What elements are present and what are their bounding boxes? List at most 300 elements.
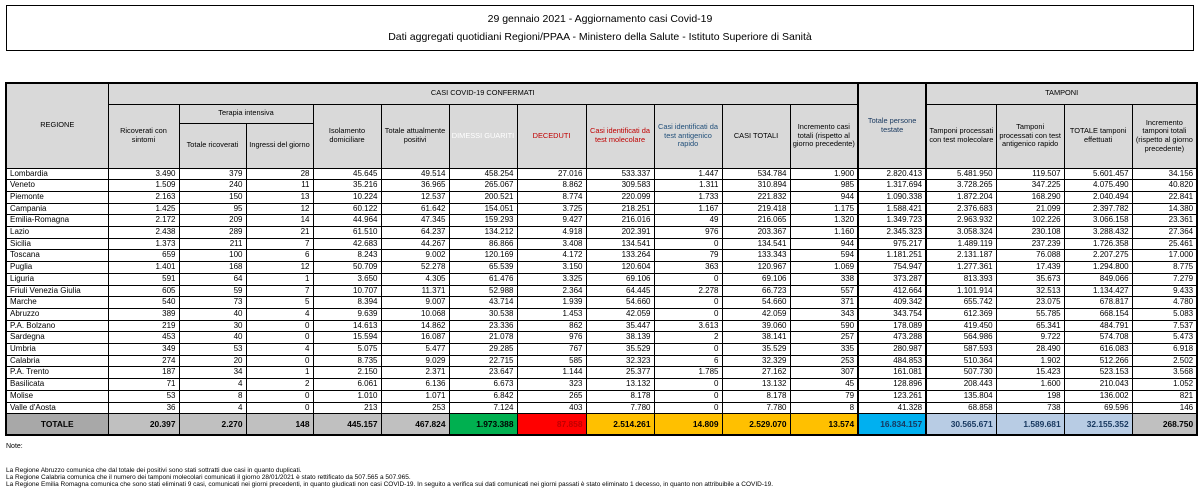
value-cell: 371 (790, 297, 858, 309)
region-cell: Liguria (6, 273, 108, 285)
value-cell: 12.537 (381, 191, 449, 203)
table-row (6, 332, 1197, 344)
value-cell: 574.708 (1064, 332, 1132, 344)
value-cell: 187 (108, 367, 179, 379)
value-cell: 73 (179, 297, 246, 309)
value-cell: 30.565.671 (926, 414, 996, 436)
value-cell: 40.820 (1132, 180, 1197, 192)
value-cell: 133.264 (586, 250, 654, 262)
value-cell: 0 (654, 238, 722, 250)
value-cell: 6.673 (449, 379, 517, 391)
value-cell: 35.529 (586, 344, 654, 356)
value-cell: 2.376.683 (926, 203, 996, 215)
value-cell: 738 (996, 402, 1064, 414)
table-row (6, 180, 1197, 192)
value-cell: 69.106 (586, 273, 654, 285)
value-cell: 1.939 (517, 297, 586, 309)
value-cell: 150 (179, 191, 246, 203)
table-body (6, 168, 1197, 435)
value-cell: 2.820.413 (858, 168, 926, 180)
value-cell: 309.583 (586, 180, 654, 192)
value-cell: 655.742 (926, 297, 996, 309)
value-cell: 35.529 (722, 344, 790, 356)
value-cell: 178.089 (858, 320, 926, 332)
column-header-tamponi-molecolare: Tamponi processati con test molecolare (926, 104, 996, 168)
value-cell: 6 (246, 250, 313, 262)
table-row (6, 215, 1197, 227)
value-cell: 123.261 (858, 390, 926, 402)
value-cell: 4.918 (517, 227, 586, 239)
value-cell: 30.538 (449, 308, 517, 320)
value-cell: 23.336 (449, 320, 517, 332)
value-cell: 64.445 (586, 285, 654, 297)
value-cell: 347.225 (996, 180, 1064, 192)
value-cell: 45.645 (313, 168, 381, 180)
value-cell: 6.918 (1132, 344, 1197, 356)
value-cell: 1.134.427 (1064, 285, 1132, 297)
value-cell: 45 (790, 379, 858, 391)
column-header-ricoverati: Ricoverati con sintomi (108, 104, 179, 168)
value-cell: 64.237 (381, 227, 449, 239)
value-cell: 975.217 (858, 238, 926, 250)
value-cell: 34.156 (1132, 168, 1197, 180)
value-cell: 221.832 (722, 191, 790, 203)
value-cell: 219.418 (722, 203, 790, 215)
value-cell: 61.510 (313, 227, 381, 239)
value-cell: 30 (179, 320, 246, 332)
value-cell: 35.447 (586, 320, 654, 332)
report-title-box (6, 5, 1194, 51)
value-cell: 0 (246, 390, 313, 402)
value-cell: 8.243 (313, 250, 381, 262)
value-cell: 5.075 (313, 344, 381, 356)
total-row (6, 414, 1197, 436)
value-cell: 27.016 (517, 168, 586, 180)
value-cell: 44.267 (381, 238, 449, 250)
value-cell: 4 (246, 344, 313, 356)
region-cell: P.A. Trento (6, 367, 108, 379)
value-cell: 2.131.187 (926, 250, 996, 262)
value-cell: 1.071 (381, 390, 449, 402)
value-cell: 21 (246, 227, 313, 239)
value-cell: 2.397.782 (1064, 203, 1132, 215)
table-row (6, 238, 1197, 250)
value-cell: 7 (246, 285, 313, 297)
value-cell: 4 (179, 379, 246, 391)
value-cell: 61.476 (449, 273, 517, 285)
value-cell: 32.513 (996, 285, 1064, 297)
value-cell: 23.647 (449, 367, 517, 379)
covid-data-table (5, 82, 1198, 436)
value-cell: 2.278 (654, 285, 722, 297)
value-cell: 1.144 (517, 367, 586, 379)
value-cell: 2.438 (108, 227, 179, 239)
value-cell: 43.714 (449, 297, 517, 309)
value-cell: 668.154 (1064, 308, 1132, 320)
value-cell: 52.278 (381, 262, 449, 274)
value-cell: 146 (1132, 402, 1197, 414)
value-cell: 1.277.361 (926, 262, 996, 274)
region-cell: Puglia (6, 262, 108, 274)
value-cell: 2.514.261 (586, 414, 654, 436)
table-row (6, 262, 1197, 274)
value-cell: 591 (108, 273, 179, 285)
value-cell: 3.568 (1132, 367, 1197, 379)
value-cell: 211 (179, 238, 246, 250)
value-cell: 467.824 (381, 414, 449, 436)
value-cell: 12 (246, 262, 313, 274)
value-cell: 0 (654, 273, 722, 285)
value-cell: 79 (654, 250, 722, 262)
value-cell: 20.397 (108, 414, 179, 436)
value-cell: 0 (246, 320, 313, 332)
value-cell: 590 (790, 320, 858, 332)
value-cell: 1.101.914 (926, 285, 996, 297)
notes-label: Note: (6, 443, 23, 450)
column-header-casi-molecolare: Casi identificati da test molecolare (586, 104, 654, 168)
value-cell: 985 (790, 180, 858, 192)
value-cell: 61.642 (381, 203, 449, 215)
value-cell: 659 (108, 250, 179, 262)
value-cell: 200.521 (449, 191, 517, 203)
value-cell: 65.341 (996, 320, 1064, 332)
value-cell: 754.947 (858, 262, 926, 274)
value-cell: 10.224 (313, 191, 381, 203)
value-cell: 1.509 (108, 180, 179, 192)
value-cell: 1.872.204 (926, 191, 996, 203)
value-cell: 1.589.681 (996, 414, 1064, 436)
value-cell: 25.377 (586, 367, 654, 379)
value-cell: 4.075.490 (1064, 180, 1132, 192)
value-cell: 5.473 (1132, 332, 1197, 344)
value-cell: 4 (246, 308, 313, 320)
value-cell: 53 (179, 344, 246, 356)
value-cell: 66.723 (722, 285, 790, 297)
value-cell: 10.068 (381, 308, 449, 320)
region-cell: Lazio (6, 227, 108, 239)
value-cell: 60.122 (313, 203, 381, 215)
notes-section (6, 443, 1194, 489)
value-cell: 0 (654, 402, 722, 414)
value-cell: 678.817 (1064, 297, 1132, 309)
value-cell: 4 (179, 402, 246, 414)
value-cell: 8.394 (313, 297, 381, 309)
value-cell: 2.150 (313, 367, 381, 379)
report-subtitle: Dati aggregati quotidiani Regioni/PPAA - Ministero della Salute - Istituto Superiore di Sanità (388, 31, 812, 44)
value-cell: 1.069 (790, 262, 858, 274)
group-header-terapia-intensiva: Terapia intensiva (179, 104, 313, 123)
column-header-casi-antigenico: Casi identificati da test antigenico rapido (654, 104, 722, 168)
value-cell: 612.369 (926, 308, 996, 320)
value-cell: 230.108 (996, 227, 1064, 239)
value-cell: 14.862 (381, 320, 449, 332)
value-cell: 7.537 (1132, 320, 1197, 332)
value-cell: 419.450 (926, 320, 996, 332)
value-cell: 8 (790, 402, 858, 414)
region-cell: Marche (6, 297, 108, 309)
note-emilia-romagna: La Regione Emilia Romagna comunica che sono stati eliminati 9 casi, comunicati nei giorni precedenti, in quanto giudicati non casi COVID-19. In seguito a verifica sui dati comunicati nei giorni passati è stato eliminato 1 decesso, in quanto non attribuibile a COVID-19. (6, 481, 774, 489)
value-cell: 49.514 (381, 168, 449, 180)
value-cell: 59 (179, 285, 246, 297)
table-row (6, 285, 1197, 297)
value-cell: 32.329 (722, 355, 790, 367)
value-cell: 564.986 (926, 332, 996, 344)
value-cell: 557 (790, 285, 858, 297)
value-cell: 289 (179, 227, 246, 239)
region-cell: Valle d'Aosta (6, 402, 108, 414)
value-cell: 49 (654, 215, 722, 227)
value-cell: 1.349.723 (858, 215, 926, 227)
value-cell: 8.774 (517, 191, 586, 203)
value-cell: 1.733 (654, 191, 722, 203)
region-cell: Abruzzo (6, 308, 108, 320)
value-cell: 310.894 (722, 180, 790, 192)
value-cell: 213 (313, 402, 381, 414)
table-row (6, 297, 1197, 309)
value-cell: 1.010 (313, 390, 381, 402)
value-cell: 0 (246, 402, 313, 414)
value-cell: 14.613 (313, 320, 381, 332)
value-cell: 159.293 (449, 215, 517, 227)
value-cell: 23.075 (996, 297, 1064, 309)
value-cell: 15.423 (996, 367, 1064, 379)
value-cell: 79 (790, 390, 858, 402)
value-cell: 379 (179, 168, 246, 180)
value-cell: 510.364 (926, 355, 996, 367)
value-cell: 1.600 (996, 379, 1064, 391)
value-cell: 534.784 (722, 168, 790, 180)
value-cell: 2.207.275 (1064, 250, 1132, 262)
value-cell: 1.294.800 (1064, 262, 1132, 274)
value-cell: 343.754 (858, 308, 926, 320)
value-cell: 69.596 (1064, 402, 1132, 414)
value-cell: 1.726.358 (1064, 238, 1132, 250)
value-cell: 373.287 (858, 273, 926, 285)
value-cell: 3.725 (517, 203, 586, 215)
value-cell: 28 (246, 168, 313, 180)
value-cell: 68.858 (926, 402, 996, 414)
table-row (6, 168, 1197, 180)
column-header-incremento-tamponi: Incremento tamponi totali (rispetto al giorno precedente) (1132, 104, 1197, 168)
value-cell: 8.178 (586, 390, 654, 402)
table-row (6, 227, 1197, 239)
value-cell: 27.364 (1132, 227, 1197, 239)
value-cell: 35.216 (313, 180, 381, 192)
region-cell: TOTALE (6, 414, 108, 436)
value-cell: 40 (179, 308, 246, 320)
region-cell: Sicilia (6, 238, 108, 250)
column-header-isolamento: Isolamento domiciliare (313, 104, 381, 168)
value-cell: 3.150 (517, 262, 586, 274)
value-cell: 2.963.932 (926, 215, 996, 227)
value-cell: 11 (246, 180, 313, 192)
value-cell: 0 (654, 308, 722, 320)
value-cell: 0 (654, 379, 722, 391)
value-cell: 3.408 (517, 238, 586, 250)
value-cell: 50.709 (313, 262, 381, 274)
value-cell: 944 (790, 191, 858, 203)
column-header-tamponi-antigenico: Tamponi processati con test antigenico rapido (996, 104, 1064, 168)
report-title: 29 gennaio 2021 - Aggiornamento casi Covid-19 (487, 12, 713, 25)
value-cell: 2.371 (381, 367, 449, 379)
region-cell: Lombardia (6, 168, 108, 180)
value-cell: 253 (381, 402, 449, 414)
value-cell: 403 (517, 402, 586, 414)
value-cell: 15.594 (313, 332, 381, 344)
value-cell: 9.029 (381, 355, 449, 367)
value-cell: 12 (246, 203, 313, 215)
value-cell: 14.809 (654, 414, 722, 436)
value-cell: 7 (246, 238, 313, 250)
value-cell: 21.078 (449, 332, 517, 344)
value-cell: 2 (654, 332, 722, 344)
value-cell: 36.965 (381, 180, 449, 192)
value-cell: 594 (790, 250, 858, 262)
value-cell: 363 (654, 262, 722, 274)
value-cell: 307 (790, 367, 858, 379)
value-cell: 7.780 (586, 402, 654, 414)
value-cell: 28.490 (996, 344, 1064, 356)
value-cell: 9.639 (313, 308, 381, 320)
value-cell: 1.453 (517, 308, 586, 320)
value-cell: 134.212 (449, 227, 517, 239)
value-cell: 473.288 (858, 332, 926, 344)
value-cell: 389 (108, 308, 179, 320)
table-row (6, 355, 1197, 367)
value-cell: 13.574 (790, 414, 858, 436)
value-cell: 2.040.494 (1064, 191, 1132, 203)
table-row (6, 273, 1197, 285)
value-cell: 343 (790, 308, 858, 320)
value-cell: 42.059 (586, 308, 654, 320)
value-cell: 2.529.070 (722, 414, 790, 436)
value-cell: 2.270 (179, 414, 246, 436)
value-cell: 1.900 (790, 168, 858, 180)
table-row (6, 379, 1197, 391)
table-header (6, 83, 1197, 168)
value-cell: 55.785 (996, 308, 1064, 320)
value-cell: 95 (179, 203, 246, 215)
column-header-totale-tamponi: TOTALE tamponi effettuati (1064, 104, 1132, 168)
value-cell: 42.683 (313, 238, 381, 250)
value-cell: 265.067 (449, 180, 517, 192)
value-cell: 1.317.694 (858, 180, 926, 192)
value-cell: 409.342 (858, 297, 926, 309)
value-cell: 7.279 (1132, 273, 1197, 285)
value-cell: 120.169 (449, 250, 517, 262)
value-cell: 9.007 (381, 297, 449, 309)
value-cell: 1.320 (790, 215, 858, 227)
value-cell: 3.490 (108, 168, 179, 180)
value-cell: 8.178 (722, 390, 790, 402)
value-cell: 3.288.432 (1064, 227, 1132, 239)
region-cell: Toscana (6, 250, 108, 262)
value-cell: 7.780 (722, 402, 790, 414)
value-cell: 136.002 (1064, 390, 1132, 402)
region-cell: P.A. Bolzano (6, 320, 108, 332)
value-cell: 14.380 (1132, 203, 1197, 215)
value-cell: 34 (179, 367, 246, 379)
value-cell: 849.066 (1064, 273, 1132, 285)
value-cell: 484.791 (1064, 320, 1132, 332)
value-cell: 9.427 (517, 215, 586, 227)
value-cell: 862 (517, 320, 586, 332)
column-header-persone-testate: Totale persone testate (858, 83, 926, 168)
value-cell: 237.239 (996, 238, 1064, 250)
region-cell: Basilicata (6, 379, 108, 391)
value-cell: 40 (179, 332, 246, 344)
value-cell: 120.604 (586, 262, 654, 274)
value-cell: 507.730 (926, 367, 996, 379)
value-cell: 335 (790, 344, 858, 356)
value-cell: 7.124 (449, 402, 517, 414)
value-cell: 52.988 (449, 285, 517, 297)
value-cell: 587.593 (926, 344, 996, 356)
region-cell: Campania (6, 203, 108, 215)
value-cell: 22.841 (1132, 191, 1197, 203)
value-cell: 65.539 (449, 262, 517, 274)
value-cell: 1.167 (654, 203, 722, 215)
value-cell: 2 (246, 379, 313, 391)
value-cell: 168.290 (996, 191, 1064, 203)
value-cell: 20 (179, 355, 246, 367)
value-cell: 2.502 (1132, 355, 1197, 367)
value-cell: 0 (654, 297, 722, 309)
value-cell: 458.254 (449, 168, 517, 180)
value-cell: 0 (246, 332, 313, 344)
value-cell: 976 (654, 227, 722, 239)
value-cell: 133.343 (722, 250, 790, 262)
value-cell: 203.367 (722, 227, 790, 239)
value-cell: 17.000 (1132, 250, 1197, 262)
group-header-confermati: CASI COVID-19 CONFERMATI (108, 83, 858, 104)
value-cell: 220.099 (586, 191, 654, 203)
value-cell: 616.083 (1064, 344, 1132, 356)
value-cell: 38.141 (722, 332, 790, 344)
region-cell: Umbria (6, 344, 108, 356)
value-cell: 8.775 (1132, 262, 1197, 274)
value-cell: 4.780 (1132, 297, 1197, 309)
value-cell: 338 (790, 273, 858, 285)
value-cell: 120.967 (722, 262, 790, 274)
value-cell: 268.750 (1132, 414, 1197, 436)
value-cell: 29.285 (449, 344, 517, 356)
note-abruzzo: La Regione Abruzzo comunica che dal totale dei positivi sono stati sottratti due casi in quanto duplicati. (6, 467, 302, 474)
value-cell: 216.065 (722, 215, 790, 227)
value-cell: 821 (1132, 390, 1197, 402)
value-cell: 39.060 (722, 320, 790, 332)
column-header-totale-ricoverati: Totale ricoverati (179, 123, 246, 168)
value-cell: 216.016 (586, 215, 654, 227)
value-cell: 585 (517, 355, 586, 367)
value-cell: 38.139 (586, 332, 654, 344)
value-cell: 767 (517, 344, 586, 356)
value-cell: 5.477 (381, 344, 449, 356)
value-cell: 209 (179, 215, 246, 227)
value-cell: 76.088 (996, 250, 1064, 262)
value-cell: 1.373 (108, 238, 179, 250)
value-cell: 1.175 (790, 203, 858, 215)
column-header-casi-totali: CASI TOTALI (722, 104, 790, 168)
value-cell: 3.325 (517, 273, 586, 285)
value-cell: 35.673 (996, 273, 1064, 285)
value-cell: 0 (654, 390, 722, 402)
value-cell: 134.541 (586, 238, 654, 250)
table-row (6, 402, 1197, 414)
value-cell: 161.081 (858, 367, 926, 379)
value-cell: 36 (108, 402, 179, 414)
value-cell: 10.707 (313, 285, 381, 297)
